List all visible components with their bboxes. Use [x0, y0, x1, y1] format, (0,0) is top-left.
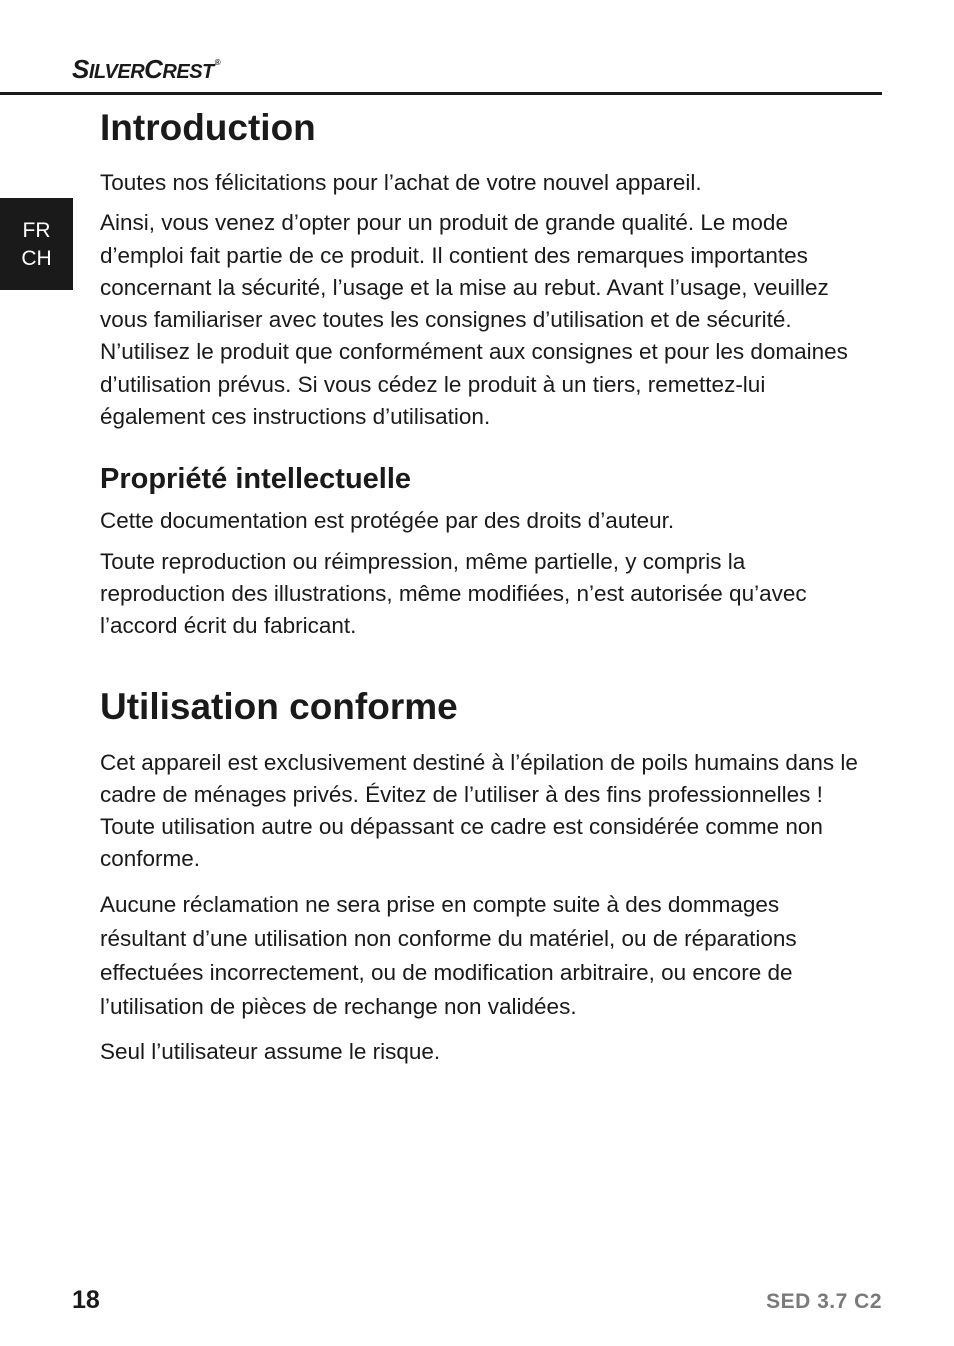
intro-paragraph-2: Ainsi, vous venez d’opter pour un produit de grande qualité. Le mode d’emploi fait partie de ce produit. Il contient des remarques importantes concernant la sécurité, l’usage et la mise au rebut. Avant l’usage, veuillez vous familiariser avec toutes les consignes d’utilisation et de sécurité. N’utilisez le produit que conformément aux consignes et pour les domaines d’utilisation prévus. Si vous cédez le produit à un tiers, remettez-lui également ces instructions d’utilisation. [100, 210, 848, 430]
page-number: 18 [72, 1286, 100, 1314]
propriete-paragraph-2: Toute reproduction ou réimpression, même partielle, y compris la reproduction des illustrations, même modifiées, n’est autorisée qu’avec l’accord écrit du fabricant. [100, 548, 807, 639]
registered-mark: ® [214, 58, 221, 67]
brand-initial-1: S [72, 54, 89, 84]
section-title-utilisation: Utilisation conforme [100, 685, 458, 727]
intro-paragraph-1: Toutes nos félicitations pour l’achat de votre nouvel appareil. [100, 170, 702, 195]
brand-rest-2: REST [162, 61, 214, 83]
brand-logo [72, 54, 220, 82]
section-title-introduction: Introduction [100, 107, 316, 148]
propriete-paragraph-1: Cette documentation est protégée par des droits d’auteur. [100, 508, 675, 534]
language-tab [0, 198, 73, 290]
brand-initial-2: C [144, 54, 163, 84]
utilisation-paragraph-2: Aucune réclamation ne sera prise en compte suite à des dommages résultant d’une utilisation non conforme du matériel, ou de réparations effectuées incorrectement, ou de modification arbitraire, ou encore de l’utilisation de pièces de rechange non validées. [100, 891, 797, 1019]
utilisation-paragraph-3: Seul l’utilisateur assume le risque. [100, 1038, 441, 1064]
utilisation-paragraph-1: Cet appareil est exclusivement destiné à l’épilation de poils humains dans le cadre de ménages privés. Évitez de l’utiliser à des fins professionnelles ! Toute utilisation autre ou dépassant ce cadre est considérée comme non conforme. [100, 749, 858, 872]
language-code-ch: CH [21, 247, 52, 270]
header-divider [0, 92, 882, 95]
section-title-propriete: Propriété intellectuelle [100, 463, 412, 496]
page-content [100, 104, 860, 1068]
language-code-fr: FR [22, 219, 51, 242]
brand-rest-1: ILVER [88, 61, 145, 83]
model-number: SED 3.7 C2 [766, 1290, 882, 1313]
